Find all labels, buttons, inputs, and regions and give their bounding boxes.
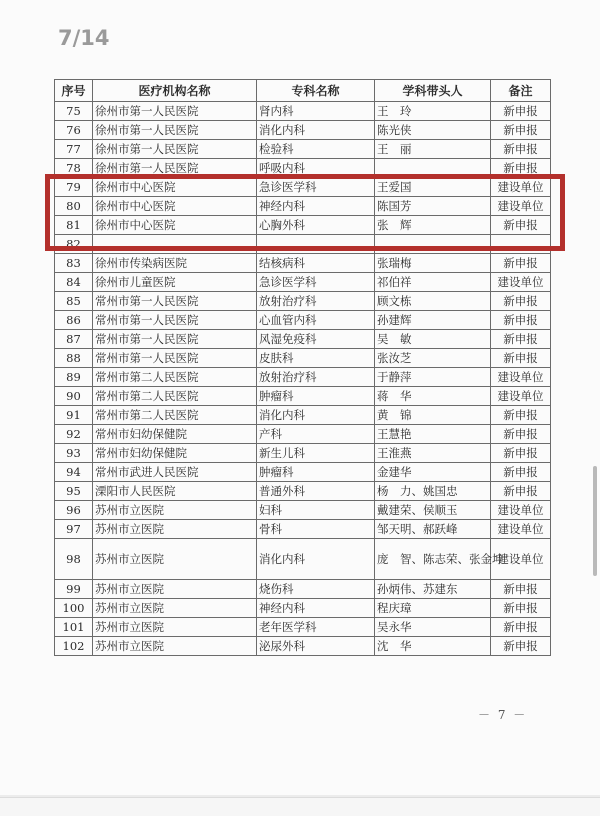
cell-no: 93	[55, 444, 93, 463]
cell-leader: 祁伯祥	[375, 273, 491, 292]
cell-note: 新申报	[491, 159, 551, 178]
cell-institution: 徐州市第一人民医院	[93, 102, 257, 121]
cell-institution: 常州市第二人民医院	[93, 406, 257, 425]
cell-specialty: 肿瘤科	[257, 463, 375, 482]
cell-specialty: 呼吸内科	[257, 159, 375, 178]
cell-institution: 徐州市中心医院	[93, 216, 257, 235]
cell-specialty: 皮肤科	[257, 349, 375, 368]
table-row	[55, 444, 551, 463]
cell-specialty: 神经内科	[257, 599, 375, 618]
cell-no: 76	[55, 121, 93, 140]
cell-specialty: 新生儿科	[257, 444, 375, 463]
cell-no: 101	[55, 618, 93, 637]
cell-institution: 徐州市中心医院	[93, 197, 257, 216]
table-row	[55, 520, 551, 539]
scrollbar-thumb[interactable]	[593, 466, 597, 576]
cell-note: 建设单位	[491, 197, 551, 216]
table-row	[55, 311, 551, 330]
cell-specialty: 泌尿外科	[257, 637, 375, 656]
header-specialty: 专科名称	[257, 80, 375, 102]
cell-no: 77	[55, 140, 93, 159]
cell-specialty: 检验科	[257, 140, 375, 159]
table-row	[55, 425, 551, 444]
cell-institution: 常州市妇幼保健院	[93, 425, 257, 444]
cell-institution: 徐州市传染病医院	[93, 254, 257, 273]
cell-specialty: 骨科	[257, 520, 375, 539]
cell-note: 建设单位	[491, 539, 551, 580]
cell-leader: 吴 敏	[375, 330, 491, 349]
cell-note: 建设单位	[491, 368, 551, 387]
cell-no: 81	[55, 216, 93, 235]
cell-leader: 王 玲	[375, 102, 491, 121]
cell-no: 92	[55, 425, 93, 444]
cell-note: 新申报	[491, 216, 551, 235]
cell-leader: 张 辉	[375, 216, 491, 235]
table-row	[55, 330, 551, 349]
cell-leader: 吴永华	[375, 618, 491, 637]
cell-specialty: 烧伤科	[257, 580, 375, 599]
cell-institution: 常州市第一人民医院	[93, 330, 257, 349]
cell-leader: 孙建辉	[375, 311, 491, 330]
table-row	[55, 482, 551, 501]
cell-no: 86	[55, 311, 93, 330]
cell-note: 新申报	[491, 618, 551, 637]
table-row	[55, 406, 551, 425]
cell-specialty: 妇科	[257, 501, 375, 520]
cell-institution: 徐州市第一人民医院	[93, 121, 257, 140]
cell-specialty: 急诊医学科	[257, 273, 375, 292]
table-row	[55, 273, 551, 292]
cell-institution: 苏州市立医院	[93, 520, 257, 539]
cell-institution: 苏州市立医院	[93, 501, 257, 520]
cell-no: 82	[55, 235, 93, 254]
cell-no: 100	[55, 599, 93, 618]
table-row	[55, 580, 551, 599]
cell-note: 新申报	[491, 463, 551, 482]
cell-no: 95	[55, 482, 93, 501]
table-row	[55, 368, 551, 387]
cell-institution: 徐州市中心医院	[93, 178, 257, 197]
cell-note: 建设单位	[491, 178, 551, 197]
cell-institution: 徐州市第一人民医院	[93, 159, 257, 178]
cell-note: 新申报	[491, 349, 551, 368]
cell-specialty: 消化内科	[257, 121, 375, 140]
cell-institution: 常州市妇幼保健院	[93, 444, 257, 463]
cell-note: 新申报	[491, 580, 551, 599]
table-row	[55, 349, 551, 368]
cell-leader: 张汝芝	[375, 349, 491, 368]
cell-leader: 顾文栋	[375, 292, 491, 311]
cell-note: 新申报	[491, 406, 551, 425]
cell-specialty: 产科	[257, 425, 375, 444]
cell-no: 80	[55, 197, 93, 216]
cell-leader: 张瑞梅	[375, 254, 491, 273]
cell-note: 新申报	[491, 292, 551, 311]
cell-leader: 杨 力、姚国忠	[375, 482, 491, 501]
cell-institution: 苏州市立医院	[93, 618, 257, 637]
cell-specialty: 老年医学科	[257, 618, 375, 637]
table-row	[55, 618, 551, 637]
cell-note: 建设单位	[491, 501, 551, 520]
cell-no: 97	[55, 520, 93, 539]
cell-no: 99	[55, 580, 93, 599]
cell-no: 75	[55, 102, 93, 121]
header-institution: 医疗机构名称	[93, 80, 257, 102]
cell-no: 90	[55, 387, 93, 406]
cell-institution: 常州市第二人民医院	[93, 387, 257, 406]
cell-leader: 邹天明、郝跃峰	[375, 520, 491, 539]
table-row	[55, 140, 551, 159]
specialty-table	[54, 79, 551, 656]
cell-institution: 常州市第二人民医院	[93, 368, 257, 387]
cell-note: 新申报	[491, 482, 551, 501]
cell-specialty: 放射治疗科	[257, 292, 375, 311]
cell-specialty: 结核病科	[257, 254, 375, 273]
cell-leader: 陈光侠	[375, 121, 491, 140]
cell-leader: 王慧艳	[375, 425, 491, 444]
cell-no: 96	[55, 501, 93, 520]
page-number: － 7 －	[478, 708, 528, 722]
cell-no: 79	[55, 178, 93, 197]
cell-leader: 戴建荣、侯顺玉	[375, 501, 491, 520]
cell-note: 新申报	[491, 254, 551, 273]
next-page-edge	[0, 797, 600, 816]
cell-note: 新申报	[491, 425, 551, 444]
table-row	[55, 463, 551, 482]
cell-specialty: 消化内科	[257, 539, 375, 580]
cell-specialty: 急诊医学科	[257, 178, 375, 197]
table-header-row	[55, 80, 551, 102]
cell-leader: 王 丽	[375, 140, 491, 159]
cell-note: 新申报	[491, 444, 551, 463]
cell-institution: 常州市武进人民医院	[93, 463, 257, 482]
cell-institution: 溧阳市人民医院	[93, 482, 257, 501]
cell-note: 新申报	[491, 102, 551, 121]
cell-no: 89	[55, 368, 93, 387]
cell-leader: 沈 华	[375, 637, 491, 656]
cell-note: 新申报	[491, 121, 551, 140]
cell-leader: 程庆璋	[375, 599, 491, 618]
header-no: 序号	[55, 80, 93, 102]
table-row	[55, 501, 551, 520]
cell-institution: 常州市第一人民医院	[93, 349, 257, 368]
cell-no: 102	[55, 637, 93, 656]
cell-specialty: 风湿免疫科	[257, 330, 375, 349]
cell-no: 78	[55, 159, 93, 178]
table-row	[55, 102, 551, 121]
highlight-box	[45, 174, 565, 251]
cell-specialty: 肾内科	[257, 102, 375, 121]
page-indicator: 7/14	[58, 26, 110, 50]
cell-institution: 苏州市立医院	[93, 539, 257, 580]
cell-leader: 于静萍	[375, 368, 491, 387]
cell-institution: 苏州市立医院	[93, 580, 257, 599]
cell-no: 83	[55, 254, 93, 273]
cell-institution: 苏州市立医院	[93, 637, 257, 656]
cell-no: 88	[55, 349, 93, 368]
cell-specialty: 心血管内科	[257, 311, 375, 330]
cell-note: 新申报	[491, 140, 551, 159]
header-note: 备注	[491, 80, 551, 102]
cell-note: 新申报	[491, 311, 551, 330]
cell-leader: 黄 锦	[375, 406, 491, 425]
cell-institution: 徐州市儿童医院	[93, 273, 257, 292]
cell-note: 建设单位	[491, 520, 551, 539]
table-row	[55, 292, 551, 311]
cell-institution: 常州市第一人民医院	[93, 292, 257, 311]
cell-leader: 陈国芳	[375, 197, 491, 216]
cell-specialty: 心胸外科	[257, 216, 375, 235]
cell-leader: 蒋 华	[375, 387, 491, 406]
table-row	[55, 599, 551, 618]
table-row	[55, 121, 551, 140]
cell-leader: 孙炳伟、苏建东	[375, 580, 491, 599]
cell-note: 新申报	[491, 637, 551, 656]
cell-no: 98	[55, 539, 93, 580]
cell-specialty: 放射治疗科	[257, 368, 375, 387]
cell-leader: 金建华	[375, 463, 491, 482]
table-row	[55, 387, 551, 406]
cell-no: 94	[55, 463, 93, 482]
header-leader: 学科带头人	[375, 80, 491, 102]
table-row	[55, 254, 551, 273]
cell-no: 87	[55, 330, 93, 349]
cell-note: 建设单位	[491, 387, 551, 406]
cell-note: 新申报	[491, 599, 551, 618]
cell-specialty: 肿瘤科	[257, 387, 375, 406]
cell-leader: 王淮燕	[375, 444, 491, 463]
cell-institution: 常州市第一人民医院	[93, 311, 257, 330]
cell-no: 84	[55, 273, 93, 292]
cell-institution: 苏州市立医院	[93, 599, 257, 618]
cell-specialty: 普通外科	[257, 482, 375, 501]
cell-institution: 徐州市第一人民医院	[93, 140, 257, 159]
cell-leader: 庞 智、陈志荣、张金坤	[375, 539, 491, 580]
cell-note: 新申报	[491, 330, 551, 349]
cell-no: 91	[55, 406, 93, 425]
cell-specialty: 神经内科	[257, 197, 375, 216]
cell-leader: 王爱国	[375, 178, 491, 197]
table-row	[55, 539, 551, 580]
cell-note: 建设单位	[491, 273, 551, 292]
cell-specialty: 消化内科	[257, 406, 375, 425]
cell-no: 85	[55, 292, 93, 311]
table-row	[55, 637, 551, 656]
